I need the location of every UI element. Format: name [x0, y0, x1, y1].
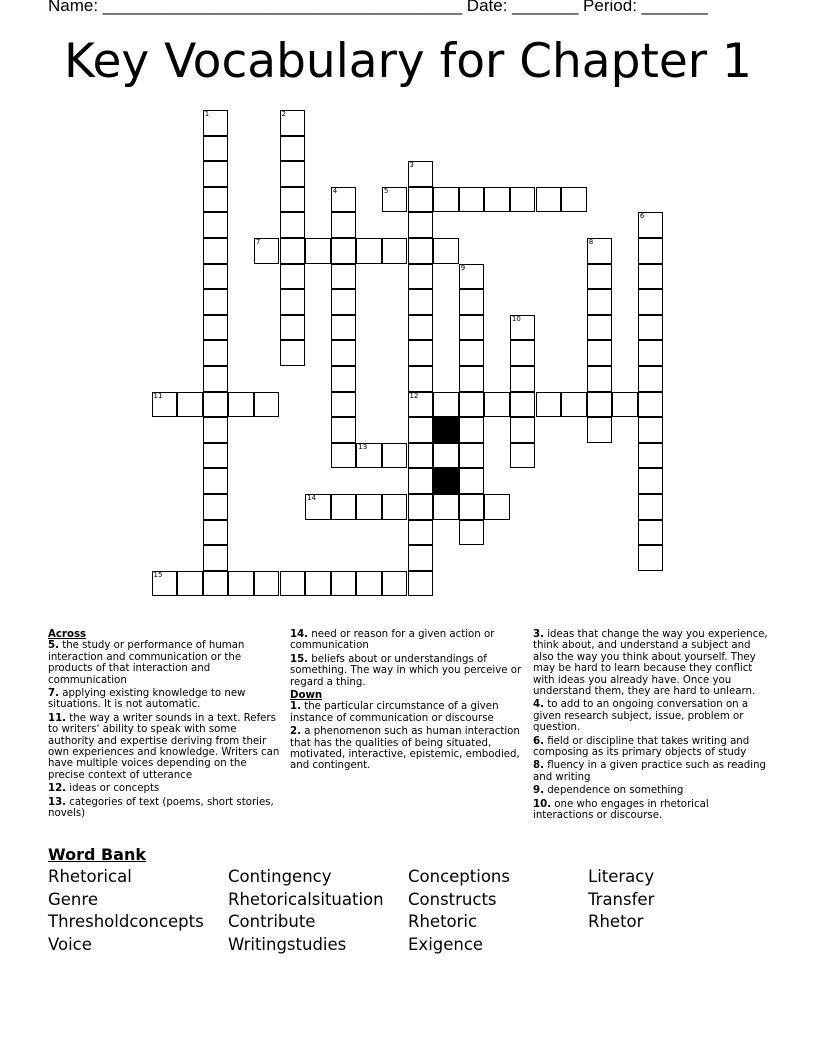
- grid-cell[interactable]: [612, 392, 638, 418]
- grid-cell[interactable]: [254, 392, 280, 418]
- clue: [533, 629, 769, 697]
- grid-cell[interactable]: [203, 264, 229, 290]
- grid-cell[interactable]: [331, 212, 357, 238]
- grid-cell[interactable]: [408, 571, 434, 597]
- clue-text: fluency in a given practice such as reading and writing: [533, 760, 766, 783]
- grid-cell[interactable]: [203, 520, 229, 546]
- across-clue-list-continued: [290, 629, 526, 688]
- grid-cell[interactable]: [638, 520, 664, 546]
- clue-number-label: 8.: [533, 760, 544, 772]
- grid-cell[interactable]: [356, 443, 382, 469]
- grid-cell[interactable]: [408, 494, 434, 520]
- clue: [290, 654, 526, 688]
- clues-column-1: [48, 629, 284, 822]
- clue-number: 9: [460, 263, 466, 272]
- word-bank-entry: Contribute: [228, 912, 316, 932]
- grid-cell[interactable]: [638, 340, 664, 366]
- grid-cell[interactable]: [459, 494, 485, 520]
- down-heading: Down: [290, 690, 323, 702]
- grid-cell[interactable]: [484, 494, 510, 520]
- grid-cell[interactable]: [382, 238, 408, 264]
- word-bank-entry: Conceptions: [408, 867, 510, 886]
- grid-cell[interactable]: [587, 315, 613, 341]
- grid-cell[interactable]: [561, 392, 587, 418]
- grid-cell[interactable]: [331, 264, 357, 290]
- black-cell: [433, 417, 459, 443]
- grid-cell[interactable]: [561, 187, 587, 213]
- grid-cell[interactable]: [203, 187, 229, 213]
- grid-cell[interactable]: [203, 417, 229, 443]
- word-bank-entry: Rhetor: [588, 912, 644, 932]
- grid-cell[interactable]: [408, 392, 434, 418]
- grid-cell[interactable]: [408, 417, 434, 443]
- grid-cell[interactable]: [587, 417, 613, 443]
- grid-cell[interactable]: [331, 366, 357, 392]
- clue: [533, 799, 769, 822]
- grid-cell[interactable]: [177, 571, 203, 597]
- clue-number-label: 12.: [48, 783, 67, 795]
- clue-number: 6: [639, 212, 645, 221]
- grid-cell[interactable]: [382, 571, 408, 597]
- clue-text: to add to an ongoing conversation on a given research subject, issue, problem or question.: [533, 699, 749, 734]
- grid-cell[interactable]: [203, 340, 229, 366]
- grid-cell[interactable]: [587, 392, 613, 418]
- clue-number: 7: [255, 238, 261, 246]
- clue: [48, 640, 284, 686]
- grid-cell[interactable]: [433, 187, 459, 213]
- clue: [290, 701, 526, 724]
- grid-cell[interactable]: [638, 417, 664, 443]
- clue-number: 14: [307, 494, 317, 502]
- grid-cell[interactable]: [459, 392, 485, 418]
- grid-cell[interactable]: [408, 238, 434, 264]
- grid-cell[interactable]: [459, 366, 485, 392]
- grid-cell[interactable]: [203, 571, 229, 597]
- grid-cell[interactable]: [433, 443, 459, 469]
- grid-cell[interactable]: [331, 238, 357, 264]
- grid-cell[interactable]: [408, 289, 434, 315]
- clue-number-label: 2.: [290, 726, 301, 738]
- grid-cell[interactable]: [382, 494, 408, 520]
- down-clue-list-continued: [533, 629, 769, 822]
- grid-cell[interactable]: [356, 494, 382, 520]
- black-cell: [433, 468, 459, 494]
- clue-text: a phenomenon such as human interaction that has the qualities of being situated, motivated, interactive, epistemic, embodied, and contingent.: [290, 726, 520, 772]
- clue-number-label: 13.: [48, 796, 67, 808]
- grid-cell[interactable]: [408, 161, 434, 187]
- grid-cell[interactable]: [408, 315, 434, 341]
- grid-cell[interactable]: [203, 238, 229, 264]
- grid-cell[interactable]: [638, 468, 664, 494]
- grid-cell[interactable]: [203, 161, 229, 187]
- grid-cell[interactable]: [638, 392, 664, 418]
- clue: [290, 629, 526, 652]
- grid-cell[interactable]: [280, 187, 306, 213]
- word-bank-entry: Exigence: [408, 935, 484, 955]
- clue-text: ideas that change the way you experience, think about, and understand a subject and also the way you think about yourself. They may be hard to learn because they conflict with ideas you already have. Once you understand them, they are hard to unlearn.: [533, 629, 768, 698]
- across-clue-list: [48, 640, 284, 819]
- grid-cell[interactable]: [459, 315, 485, 341]
- grid-cell[interactable]: [203, 545, 229, 571]
- clue: [533, 760, 769, 783]
- word-bank-heading: Word Bank: [48, 845, 147, 864]
- grid-cell[interactable]: [510, 392, 536, 418]
- word-bank-entry: Literacy: [588, 867, 655, 886]
- grid-cell[interactable]: [433, 494, 459, 520]
- grid-cell[interactable]: [280, 110, 306, 136]
- grid-cell[interactable]: [356, 238, 382, 264]
- word-bank-entry: Rhetoric: [408, 912, 478, 932]
- word-bank-entry: Rhetoricalsituation: [228, 889, 384, 909]
- grid-cell[interactable]: [280, 571, 306, 597]
- clue: [533, 699, 769, 733]
- grid-cell[interactable]: [408, 212, 434, 238]
- clues-column-2: [290, 629, 526, 774]
- clue-text: field or discipline that takes writing and composing as its primary objects of study: [533, 735, 750, 759]
- grid-cell[interactable]: [228, 571, 254, 597]
- grid-cell[interactable]: [331, 340, 357, 366]
- grid-cell[interactable]: [408, 264, 434, 290]
- grid-cell[interactable]: [203, 136, 229, 162]
- clue-text: need or reason for a given action or communication: [290, 629, 495, 652]
- clue-number: 15: [153, 570, 163, 579]
- grid-cell[interactable]: [459, 468, 485, 494]
- clue-number: 1: [204, 110, 210, 118]
- grid-cell[interactable]: [459, 340, 485, 366]
- grid-cell[interactable]: [510, 187, 536, 213]
- clue-number-label: 4.: [533, 699, 544, 711]
- grid-cell[interactable]: [331, 289, 357, 315]
- clue-text: applying existing knowledge to new situations. It is not automatic.: [48, 688, 246, 711]
- word-bank-entry: Contingency: [228, 867, 332, 886]
- clue-text: one who engages in rhetorical interactions or discourse.: [533, 798, 709, 822]
- grid-cell[interactable]: [510, 443, 536, 469]
- grid-cell[interactable]: [280, 136, 306, 162]
- clue-number-label: 3.: [533, 629, 544, 640]
- clue-number: 11: [153, 391, 163, 400]
- word-bank-entry: Transfer: [588, 889, 655, 909]
- grid-cell[interactable]: [152, 392, 178, 418]
- clue-text: the way a writer sounds in a text. Refers to writers' ability to speak with some authority and expertise deriving from their own experiences and knowledge. Writers can have multiple voices depending on the precise context of utterance: [48, 712, 280, 781]
- grid-cell[interactable]: [408, 187, 434, 213]
- grid-cell[interactable]: [587, 340, 613, 366]
- grid-cell[interactable]: [459, 520, 485, 546]
- grid-cell[interactable]: [203, 110, 229, 136]
- grid-cell[interactable]: [331, 571, 357, 597]
- word-bank-entry: Writingstudies: [228, 935, 347, 955]
- grid-cell[interactable]: [203, 366, 229, 392]
- grid-cell[interactable]: [638, 212, 664, 238]
- grid-cell[interactable]: [331, 187, 357, 213]
- grid-cell[interactable]: [203, 443, 229, 469]
- grid-cell[interactable]: [331, 392, 357, 418]
- grid-cell[interactable]: [536, 187, 562, 213]
- grid-cell[interactable]: [408, 545, 434, 571]
- clue-number-label: 14.: [290, 629, 309, 640]
- grid-cell[interactable]: [638, 315, 664, 341]
- grid-cell[interactable]: [459, 417, 485, 443]
- grid-cell[interactable]: [382, 187, 408, 213]
- grid-cell[interactable]: [638, 366, 664, 392]
- grid-cell[interactable]: [484, 392, 510, 418]
- clue-number-label: 11.: [48, 712, 67, 724]
- grid-cell[interactable]: [152, 571, 178, 597]
- grid-cell[interactable]: [408, 340, 434, 366]
- grid-cell[interactable]: [510, 315, 536, 341]
- clue: [48, 713, 284, 781]
- clue: [48, 688, 284, 711]
- clue-text: the study or performance of human interaction and communication or the products of that interaction and communication: [48, 640, 245, 686]
- clue: [48, 797, 284, 820]
- clue-number: 3: [409, 161, 414, 170]
- grid-cell[interactable]: [484, 187, 510, 213]
- grid-cell[interactable]: [638, 443, 664, 469]
- grid-cell[interactable]: [433, 238, 459, 264]
- grid-cell[interactable]: [510, 366, 536, 392]
- clue-number-label: 5.: [48, 640, 59, 652]
- clue-number: 13: [358, 442, 368, 451]
- across-heading: Across: [48, 629, 87, 640]
- grid-cell[interactable]: [280, 289, 306, 315]
- clue-number-label: 15.: [290, 653, 309, 665]
- grid-cell[interactable]: [459, 264, 485, 290]
- grid-cell[interactable]: [203, 392, 229, 418]
- grid-cell[interactable]: [408, 520, 434, 546]
- grid-cell[interactable]: [280, 212, 306, 238]
- clue-text: the particular circumstance of a given instance of communication or discourse: [290, 701, 499, 724]
- grid-cell[interactable]: [228, 392, 254, 418]
- word-bank-entry: Thresholdconcepts: [48, 912, 204, 932]
- word-bank-entry: Voice: [48, 935, 92, 955]
- grid-cell[interactable]: [203, 315, 229, 341]
- page-title: Key Vocabulary for Chapter 1: [64, 34, 752, 89]
- grid-cell[interactable]: [433, 392, 459, 418]
- grid-cell[interactable]: [305, 494, 331, 520]
- word-bank-entry: Constructs: [408, 889, 497, 909]
- clue: [533, 736, 769, 759]
- grid-cell[interactable]: [587, 238, 613, 264]
- grid-cell[interactable]: [510, 340, 536, 366]
- grid-cell[interactable]: [459, 289, 485, 315]
- clue-number-label: 9.: [533, 785, 544, 797]
- grid-cell[interactable]: [280, 264, 306, 290]
- word-bank-entry: Genre: [48, 889, 98, 909]
- clue-number: 12: [409, 391, 419, 400]
- grid-cell[interactable]: [305, 571, 331, 597]
- grid-cell[interactable]: [203, 494, 229, 520]
- grid-cell[interactable]: [305, 238, 331, 264]
- grid-cell[interactable]: [331, 494, 357, 520]
- clue-number-label: 1.: [290, 701, 301, 713]
- grid-cell[interactable]: [510, 417, 536, 443]
- clue-text: dependence on something: [543, 785, 684, 797]
- clue: [533, 785, 769, 796]
- clue-text: ideas or concepts: [66, 783, 160, 795]
- clue-number: 8: [588, 238, 594, 246]
- grid-cell[interactable]: [177, 392, 203, 418]
- clue: [290, 726, 526, 772]
- grid-cell[interactable]: [408, 468, 434, 494]
- grid-cell[interactable]: [408, 443, 434, 469]
- clue-text: beliefs about or understandings of something. The way in which you perceive or regard a thing.: [290, 653, 522, 688]
- clue-number: 5: [383, 186, 389, 195]
- grid-cell[interactable]: [382, 443, 408, 469]
- grid-cell[interactable]: [459, 187, 485, 213]
- clue: [48, 783, 284, 794]
- grid-cell[interactable]: [203, 468, 229, 494]
- grid-cell[interactable]: [536, 392, 562, 418]
- grid-cell[interactable]: [203, 212, 229, 238]
- clue-text: categories of text (poems, short stories, novels): [48, 796, 274, 820]
- grid-cell[interactable]: [254, 238, 280, 264]
- grid-cell[interactable]: [331, 443, 357, 469]
- grid-cell[interactable]: [638, 238, 664, 264]
- down-clue-list: [290, 701, 526, 771]
- grid-cell[interactable]: [638, 264, 664, 290]
- grid-cell[interactable]: [587, 289, 613, 315]
- grid-cell[interactable]: [331, 417, 357, 443]
- clue-number: 4: [332, 186, 338, 195]
- clue-number-label: 7.: [48, 688, 59, 700]
- name-date-period-line: Name: ______________________________________ Date: _______ Period: _______: [48, 0, 708, 15]
- grid-cell[interactable]: [280, 161, 306, 187]
- grid-cell[interactable]: [203, 289, 229, 315]
- grid-cell[interactable]: [280, 340, 306, 366]
- clue-number-label: 6.: [533, 735, 544, 747]
- clue-number: 2: [281, 110, 286, 118]
- grid-cell[interactable]: [408, 366, 434, 392]
- clue-number: 10: [511, 314, 521, 323]
- grid-cell[interactable]: [587, 264, 613, 290]
- grid-cell[interactable]: [587, 366, 613, 392]
- grid-cell[interactable]: [280, 315, 306, 341]
- grid-cell[interactable]: [254, 571, 280, 597]
- grid-cell[interactable]: [356, 571, 382, 597]
- grid-cell[interactable]: [280, 238, 306, 264]
- grid-cell[interactable]: [638, 545, 664, 571]
- grid-cell[interactable]: [331, 315, 357, 341]
- clues-column-3: [533, 629, 769, 824]
- grid-cell[interactable]: [459, 443, 485, 469]
- clue-number-label: 10.: [533, 798, 552, 810]
- word-bank-entry: Rhetorical: [48, 867, 132, 886]
- grid-cell[interactable]: [638, 494, 664, 520]
- grid-cell[interactable]: [638, 289, 664, 315]
